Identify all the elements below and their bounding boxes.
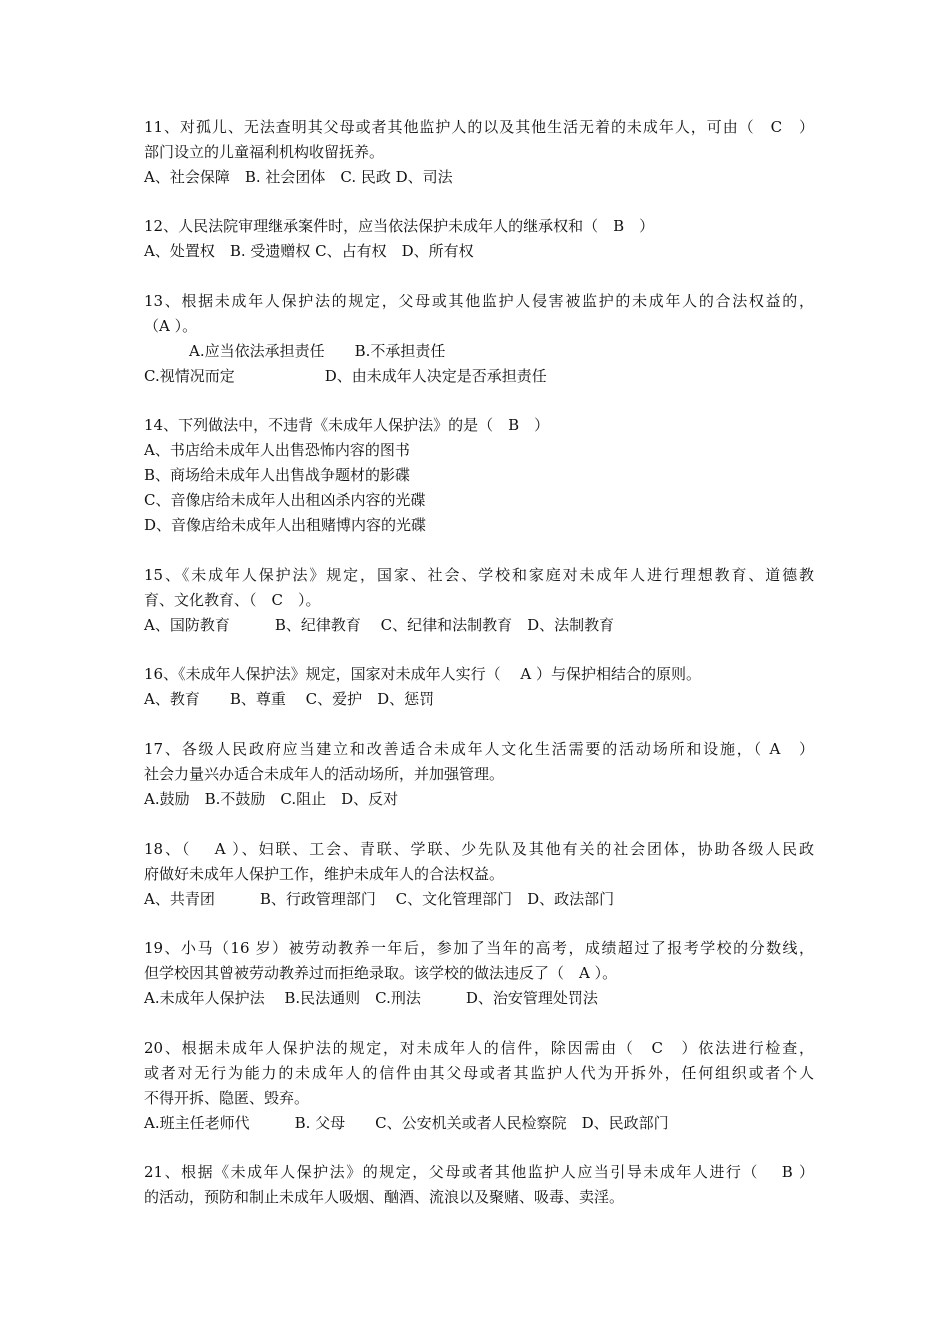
answer-options: C.视情况而定 D、由未成年人决定是否承担责任 (144, 367, 547, 385)
answer-options: A、社会保障 B. 社会团体 C. 民政 D、司法 (144, 168, 453, 186)
question-text: 14、下列做法中，不违背《未成年人保护法》的是（ B ） (144, 416, 550, 434)
question-20 (144, 1036, 814, 1136)
question-text: 20、根据未成年人保护法的规定，对未成年人的信件，除因需由（ C ）依法进行检查， (144, 1039, 814, 1057)
question-text: 15、《未成年人保护法》规定，国家、社会、学校和家庭对未成年人进行理想教育、道德教 (144, 566, 814, 584)
answer-options: A.班主任老师代 B. 父母 C、公安机关或者人民检察院 D、民政部门 (144, 1114, 669, 1132)
question-text: 不得开拆、隐匿、毁弃。 (144, 1089, 310, 1107)
question-21 (144, 1160, 814, 1210)
answer-option: A、书店给未成年人出售恐怖内容的图书 (144, 441, 410, 459)
answer-options: A、共青团 B、行政管理部门 C、文化管理部门 D、政法部门 (144, 890, 615, 908)
answer-options: A、国防教育 B、纪律教育 C、纪律和法制教育 D、法制教育 (144, 616, 615, 634)
question-13 (144, 289, 814, 389)
answer-options: A、教育 B、尊重 C、爱护 D、惩罚 (144, 690, 435, 708)
question-text: 或者对无行为能力的未成年人的信件由其父母或者其监护人代为开拆外，任何组织或者个人 (144, 1064, 814, 1082)
question-text: 11、对孤儿、无法查明其父母或者其他监护人的以及其他生活无着的未成年人，可由（ C ） (144, 118, 814, 136)
question-text: 但学校因其曾被劳动教养过而拒绝录取。该学校的做法违反了（ A ）。 (144, 964, 618, 982)
question-text: 府做好未成年人保护工作，维护未成年人的合法权益。 (144, 865, 505, 883)
question-text: 17、各级人民政府应当建立和改善适合未成年人文化生活需要的活动场所和设施，（ A ） (144, 740, 814, 758)
question-19 (144, 936, 814, 1011)
answer-options: A.应当依法承担责任 B.不承担责任 (144, 342, 446, 360)
answer-option: D、音像店给未成年人出租赌博内容的光碟 (144, 516, 427, 534)
question-text: 18、（ A ）、妇联、工会、青联、学联、少先队及其他有关的社会团体，协助各级人民政 (144, 840, 814, 858)
question-text: 社会力量兴办适合未成年人的活动场所，并加强管理。 (144, 765, 505, 783)
question-text: 12、人民法院审理继承案件时，应当依法保护未成年人的继承权和（ B ） (144, 217, 655, 235)
question-14 (144, 413, 814, 538)
answer-options: A.未成年人保护法 B.民法通则 C.刑法 D、治安管理处罚法 (144, 989, 598, 1007)
question-text: 19、小马（16 岁）被劳动教养一年后，参加了当年的高考，成绩超过了报考学校的分数线， (144, 939, 814, 957)
question-text: 的活动，预防和制止未成年人吸烟、酗酒、流浪以及聚赌、吸毒、卖淫。 (144, 1188, 625, 1206)
question-text: 13、根据未成年人保护法的规定，父母或其他监护人侵害被监护的未成年人的合法权益的， (144, 292, 814, 310)
answer-options: A、处置权 B. 受遗赠权 C、占有权 D、所有权 (144, 242, 474, 260)
question-15 (144, 563, 814, 638)
question-text: 16、《未成年人保护法》规定，国家对未成年人实行（ A ）与保护相结合的原则。 (144, 665, 701, 683)
answer-option: B、商场给未成年人出售战争题材的影碟 (144, 466, 411, 484)
question-18 (144, 837, 814, 912)
answer-option: C、音像店给未成年人出租凶杀内容的光碟 (144, 491, 426, 509)
question-text: 育、文化教育、（ C ）。 (144, 591, 321, 609)
question-text: （A ）。 (144, 317, 198, 335)
question-12 (144, 214, 814, 264)
question-text: 21、根据《未成年人保护法》的规定，父母或者其他监护人应当引导未成年人进行（ B ） (144, 1163, 814, 1181)
question-17 (144, 737, 814, 812)
question-11 (144, 115, 814, 190)
question-16 (144, 662, 814, 712)
question-text: 部门设立的儿童福利机构收留抚养。 (144, 143, 385, 161)
answer-options: A.鼓励 B.不鼓励 C.阻止 D、反对 (144, 790, 399, 808)
